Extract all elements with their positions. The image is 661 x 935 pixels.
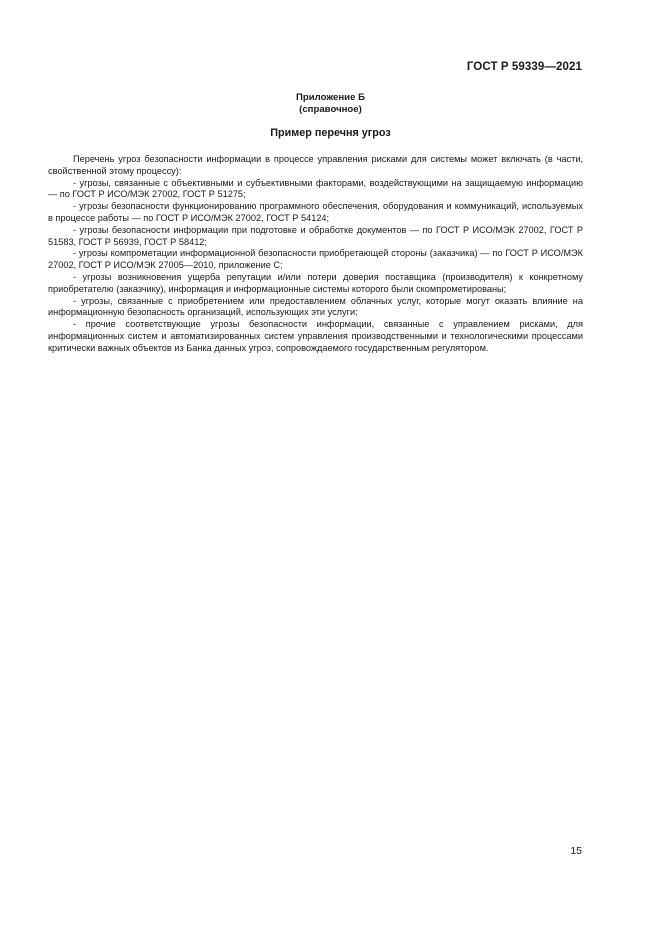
list-item: - угрозы безопасности функционированию программного обеспечения, оборудования и коммуникаций, используемых в процессе работы — по ГОСТ Р ИСО/МЭК 27002, ГОСТ Р 54124;: [48, 201, 583, 223]
list-item: - угрозы безопасности информации при подготовке и обработке документов — по ГОСТ Р ИСО/МЭК 27002, ГОСТ Р 51583, ГОСТ Р 56939, ГОСТ Р 58412;: [48, 224, 583, 247]
appendix-title: Приложение Б: [296, 92, 365, 103]
document-code: ГОСТ Р 59339—2021: [466, 61, 582, 73]
list-item: - угрозы компрометации информационной безопасности приобретающей стороны (заказчика) — по ГОСТ Р ИСО/МЭК 27002, ГОСТ Р ИСО/МЭК 27005—2010, приложение С;: [48, 248, 583, 271]
body-text: [48, 154, 583, 355]
appendix-heading: [48, 92, 613, 116]
list-item: - угрозы возникновения ущерба репутации и/или потери доверия поставщика (производителя) к конкретному приобретателю (заказчику), информация и информационные системы которого были скомпрометированы;: [48, 271, 583, 294]
page-number: 15: [570, 845, 582, 857]
appendix-subtitle: (справочное): [299, 104, 362, 115]
section-title: Пример перечня угроз: [270, 127, 391, 139]
list-item: - угрозы, связанные с объективными и субъективными факторами, воздействующими на защищаемую информацию — по ГОСТ Р ИСО/МЭК 27002, ГОСТ Р 51275;: [48, 177, 583, 200]
intro-paragraph: Перечень угроз безопасности информации в процессе управления рисками для системы может включать (в части, свойственной этому процессу):: [48, 154, 583, 176]
list-item: - прочие соответствующие угрозы безопасности информации, связанные с управлением рисками, для информационных систем и автоматизированных систем управления производственными и технологическими процессами критически важных объектов из Банка данных угроз, сопровождаемого государственным регулятором.: [48, 319, 583, 353]
list-item: - угрозы, связанные с приобретением или предоставлением облачных услуг, которые могут оказать влияние на информационную безопасность организаций, использующих эти услуги;: [48, 295, 583, 318]
